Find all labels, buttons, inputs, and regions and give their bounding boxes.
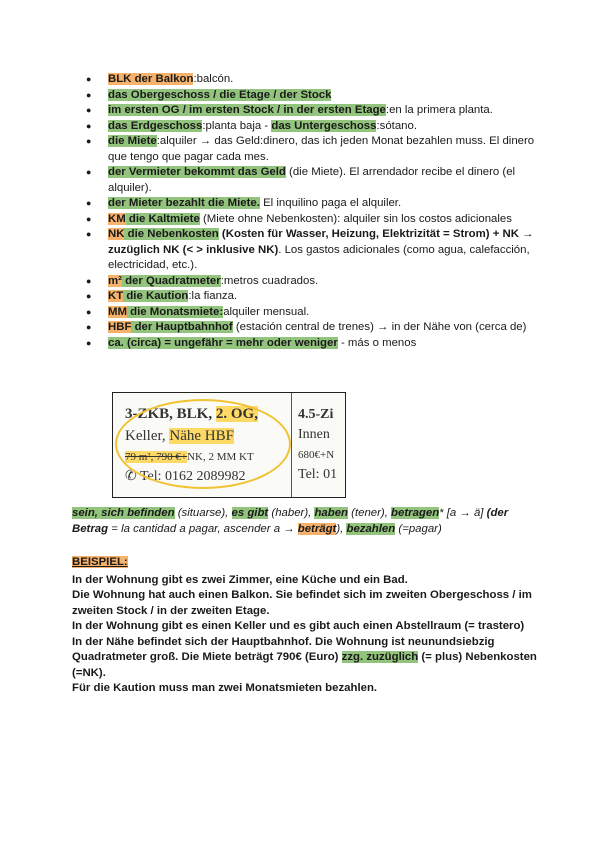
- abbreviation: NK: [108, 228, 125, 240]
- term-highlight: das Erdgeschoss: [108, 119, 203, 132]
- list-item: [86, 305, 536, 321]
- definition: - más o menos: [337, 336, 417, 349]
- example-paragraph: In der Wohnung gibt es einen Keller und es gibt auch einen Abstellraum (= trastero): [72, 620, 525, 632]
- verb-highlight: bezahlen: [346, 522, 396, 535]
- definition: . Los gastos adicionales (como agua, calefacción, electricidad, etc.).: [108, 243, 530, 271]
- verb-highlight: betragen: [391, 507, 440, 519]
- definition: (Miete ohne Nebenkosten): alquiler sin los costos adicionales: [199, 212, 512, 225]
- highlight-circle: [115, 399, 291, 489]
- list-item: [86, 336, 536, 352]
- apartment-ad-image: [112, 392, 346, 498]
- verb-highlight: haben: [314, 507, 348, 519]
- list-item: [86, 289, 536, 305]
- term-highlight: die Kaltmiete: [125, 212, 200, 225]
- term-highlight: die Monatsmiete:: [126, 305, 224, 318]
- verb-translation: ),: [336, 522, 347, 535]
- term-highlight: der Vermieter bekommt das Geld: [108, 166, 286, 178]
- abbreviation: HBF: [108, 321, 132, 333]
- ad-text: 4.5-Zi: [298, 407, 334, 422]
- ad-next-column: [291, 393, 346, 497]
- list-item: [86, 88, 536, 104]
- bold-note: (Kosten für Wasser, Heizung, Elektrizität = Strom) + NK → zuzüglich NK (< > inklusive NK): [108, 228, 534, 256]
- list-item: [86, 227, 536, 274]
- definition: El inquilino paga el alquiler.: [259, 197, 402, 209]
- ad-highlight: Nähe HBF: [169, 428, 234, 444]
- verbs-section: [72, 506, 542, 537]
- ad-text: 680€+N: [298, 449, 335, 461]
- list-item: [86, 103, 536, 119]
- example-section: [72, 555, 542, 697]
- ad-text: Tel: 01: [298, 467, 338, 482]
- verb-bold: (der Betrag: [72, 507, 509, 535]
- term-highlight: das Untergeschoss: [271, 119, 377, 132]
- verb-translation: (tener),: [348, 507, 392, 519]
- vocabulary-list: [86, 72, 536, 351]
- term-highlight: der Hauptbahnhof: [131, 321, 233, 333]
- verb-translation: = la cantidad a pagar, ascender a →: [108, 522, 298, 535]
- list-item: [86, 196, 536, 212]
- example-heading: BEISPIEL:: [72, 556, 128, 568]
- verb-translation: (situarse),: [174, 507, 232, 519]
- verb-highlight: es gibt: [231, 507, 269, 519]
- example-text: In der Nähe befindet sich der Hauptbahnhof. Die Wohnung ist neunundsiebzig Quadratmeter groß. Die Miete beträgt 790€ (Euro): [72, 635, 495, 663]
- term-highlight: die Nebenkosten: [124, 228, 219, 240]
- definition: :la fianza.: [188, 290, 238, 302]
- definition: :metros cuadrados.: [220, 274, 319, 287]
- verb-highlight-orange: beträgt: [297, 522, 337, 535]
- example-paragraph: [72, 635, 542, 682]
- example-text: (= plus) Nebenkosten (=NK).: [72, 651, 537, 679]
- abbreviation: m²: [108, 274, 122, 287]
- definition: :alquiler → das Geld:dinero, das ich jeden Monat bezahlen muss. El dinero que tengo que pagar cada mes.: [108, 135, 535, 163]
- ad-text: 3-ZKB, BLK,: [125, 406, 216, 422]
- abbreviation: KT: [108, 290, 124, 302]
- term-highlight: ca. (circa) = ungefähr = mehr oder weniger: [108, 336, 338, 349]
- ad-phone: ✆ Tel: 0162 2089982: [125, 469, 246, 484]
- ad-highlight: 2. OG,: [215, 406, 258, 422]
- term-highlight: das Obergeschoss / die Etage / der Stock: [108, 88, 332, 101]
- term-highlight: im ersten OG / im ersten Stock / in der ersten Etage: [108, 104, 386, 116]
- example-paragraph: Für die Kaution muss man zwei Monatsmieten bezahlen.: [72, 682, 378, 694]
- definition: (die Miete). El arrendador recibe el dinero (el alquiler).: [108, 166, 516, 194]
- example-highlight: zzg. zuzüglich: [341, 651, 419, 663]
- definition: (estación central de trenes) → in der Nähe von (cerca de): [232, 321, 527, 333]
- list-item: [86, 274, 536, 290]
- definition: :planta baja -: [202, 119, 272, 132]
- list-item: [86, 320, 536, 336]
- example-paragraph: Die Wohnung hat auch einen Balkon. Sie befindet sich im zweiten Obergeschoss / im zweiten Stock / in der zweiten Etage.: [72, 589, 532, 617]
- ad-highlight: 79 m², 790 €+: [125, 451, 188, 463]
- term-highlight: der Quadratmeter: [121, 274, 221, 287]
- term-highlight: die Miete: [108, 135, 157, 147]
- list-item: [86, 119, 536, 135]
- ad-text: Innen: [298, 427, 330, 442]
- term-highlight: die Kaution: [123, 290, 189, 302]
- list-item: [86, 134, 536, 165]
- verbs-line: [72, 506, 542, 537]
- abbreviation: KM: [108, 212, 126, 225]
- verb-translation: (=pagar): [395, 522, 442, 535]
- verb-highlight: sein, sich befinden: [72, 507, 175, 519]
- list-item: [86, 212, 536, 228]
- verb-translation: * [a → ä]: [439, 507, 484, 519]
- term-highlight: der Mieter bezahlt die Miete.: [108, 197, 260, 209]
- abbreviation: MM: [108, 305, 127, 318]
- definition: :sótano.: [376, 119, 417, 132]
- term-highlight: BLK der Balkon: [108, 73, 194, 85]
- list-item: [86, 72, 536, 88]
- example-paragraph: In der Wohnung gibt es zwei Zimmer, eine Küche und ein Bad.: [72, 573, 408, 586]
- ad-text: Keller,: [125, 428, 170, 444]
- verb-translation: (haber),: [268, 507, 315, 519]
- definition: :balcón.: [193, 73, 234, 85]
- definition: :en la primera planta.: [385, 104, 493, 116]
- list-item: [86, 165, 536, 196]
- definition: alquiler mensual.: [223, 305, 310, 318]
- ad-text: NK, 2 MM KT: [187, 451, 254, 463]
